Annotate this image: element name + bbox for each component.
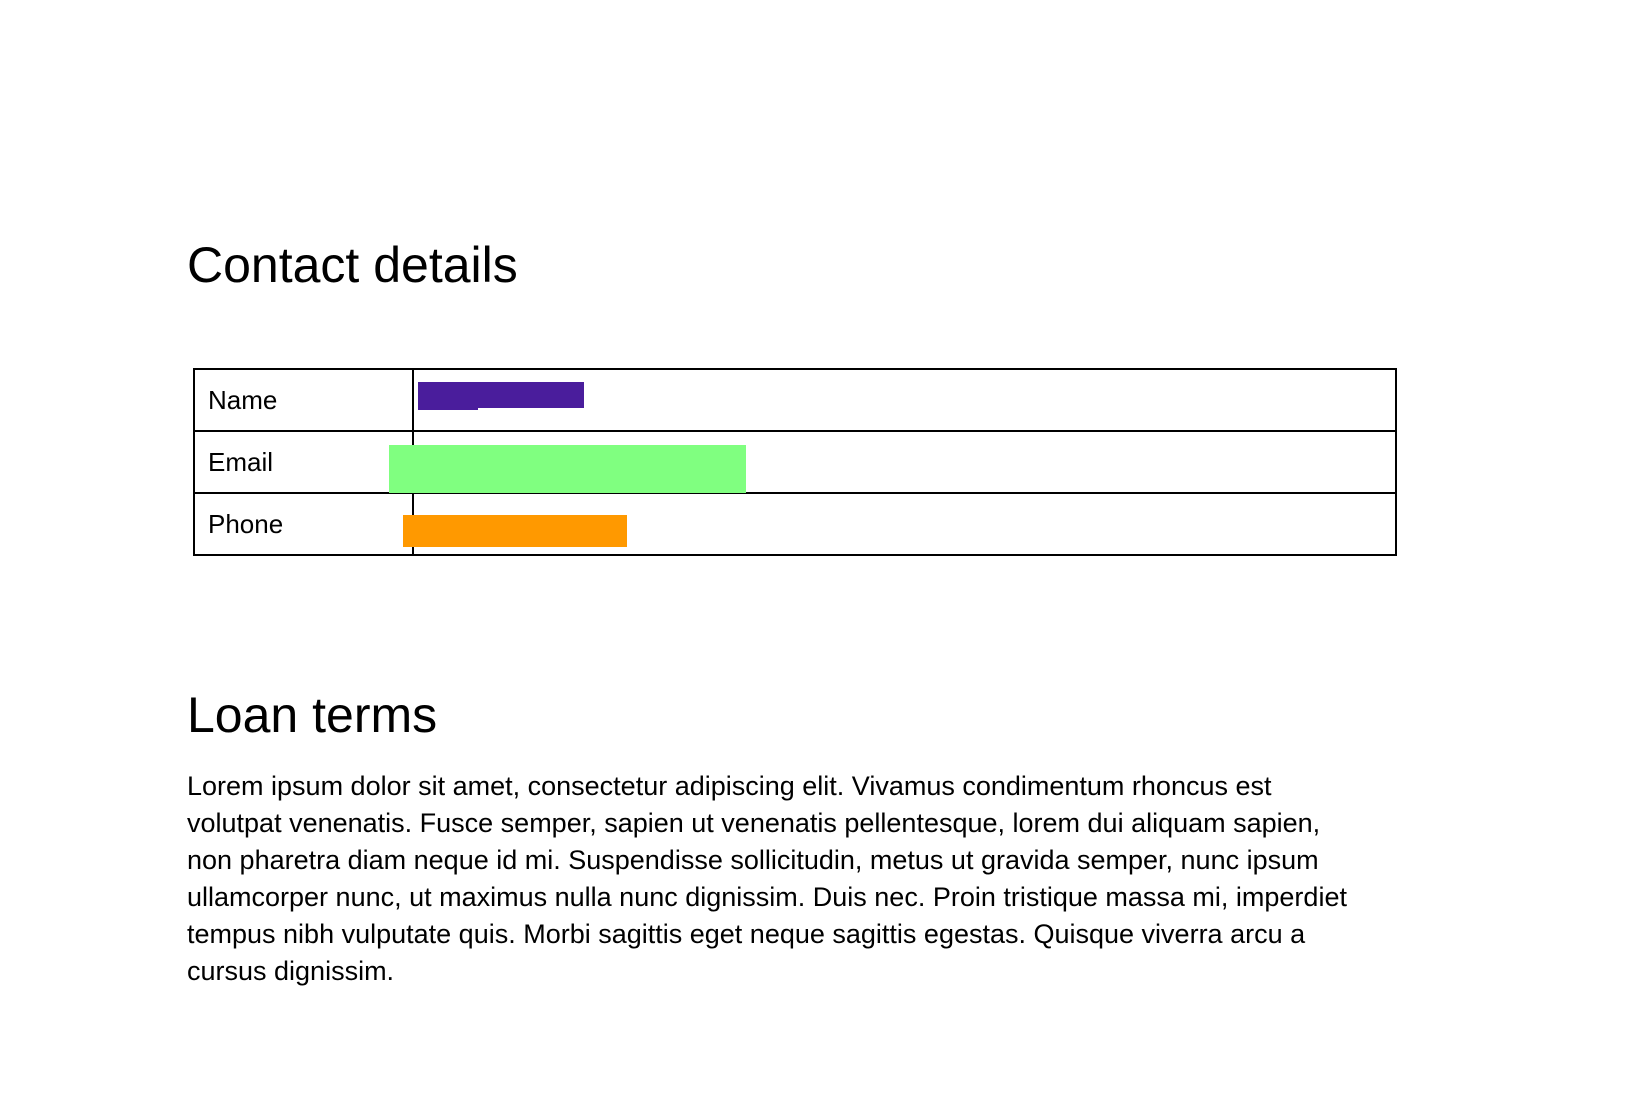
row-label-email: Email [194, 431, 413, 493]
table-row-phone [194, 493, 1396, 555]
contact-details-heading: Contact details [187, 237, 518, 293]
name-redaction-bar-notch [418, 382, 478, 410]
row-label-name: Name [194, 369, 413, 431]
phone-redaction-bar [403, 515, 627, 547]
row-label-phone: Phone [194, 493, 413, 555]
table-row-name [194, 369, 1396, 431]
table-row-email [194, 431, 1396, 493]
loan-terms-heading: Loan terms [187, 687, 438, 743]
email-redaction-bar [389, 445, 746, 493]
loan-terms-paragraph: Lorem ipsum dolor sit amet, consectetur adipiscing elit. Vivamus condimentum rhoncus est volutpat venenatis. Fusce semper, sapien ut venenatis pellentesque, lorem dui aliquam sapien, non pharetra diam neque id mi. Suspendisse sollicitudin, metus ut gravida semper, nunc ipsum ullamcorper nunc, ut maximus nulla nunc dignissim. Duis nec. Proin tristique massa mi, imperdiet tempus nibh vulputate quis. Morbi sagittis eget neque sagittis egestas. Quisque viverra arcu a cursus dignissim. [187, 771, 1347, 986]
contact-details-table [193, 368, 1397, 556]
